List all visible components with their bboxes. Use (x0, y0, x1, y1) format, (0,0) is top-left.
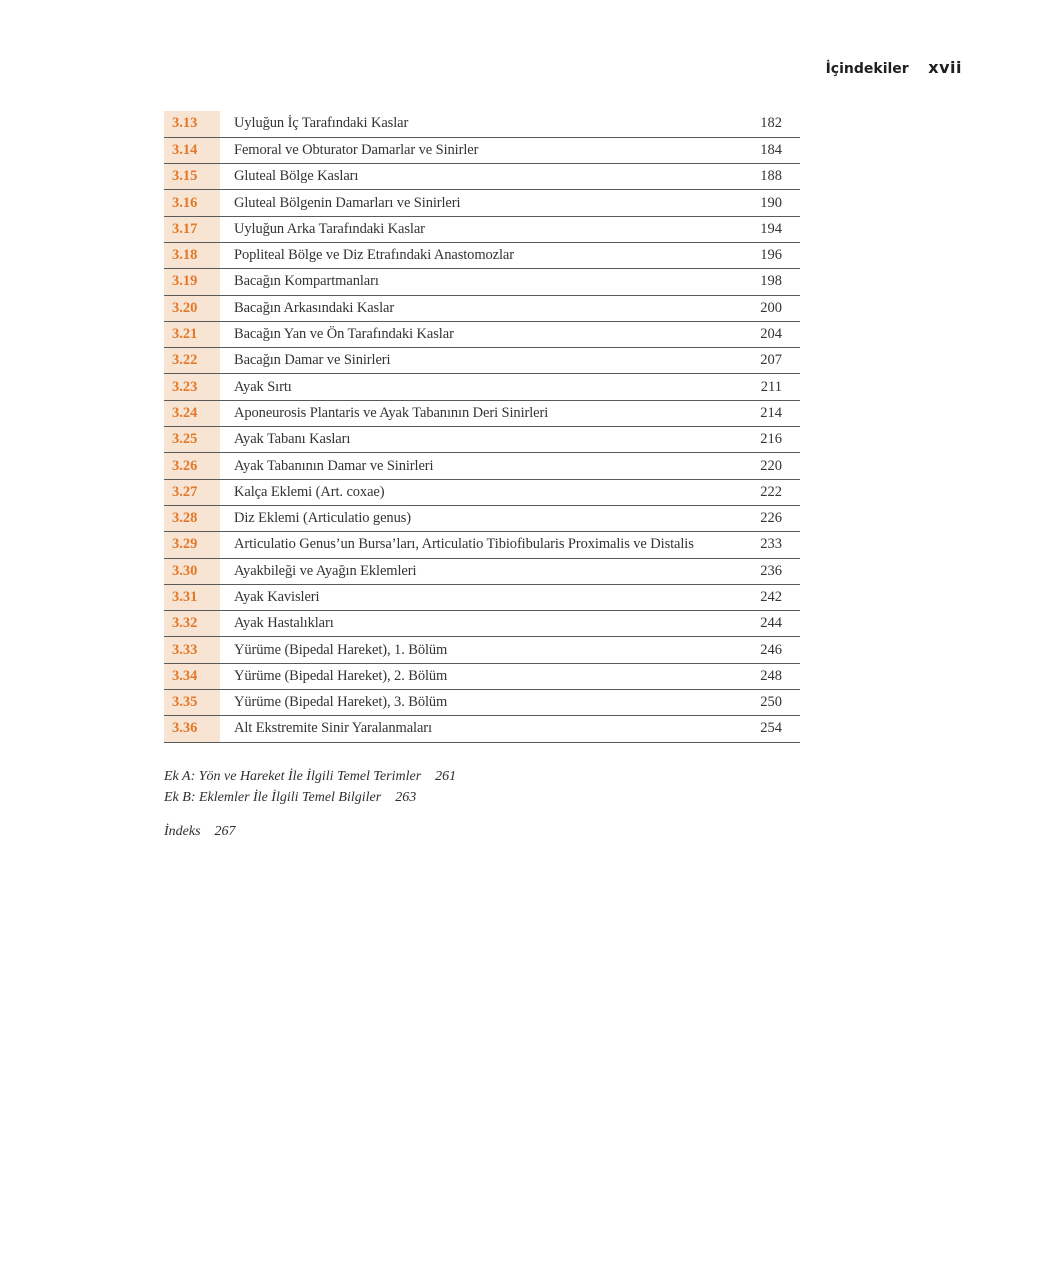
toc-page-number: 222 (730, 479, 800, 505)
toc-section-number: 3.25 (164, 427, 220, 453)
running-head-section-title: İçindekiler (825, 61, 909, 77)
toc-section-title: Ayak Kavisleri (220, 584, 730, 610)
toc-row[interactable] (164, 584, 800, 610)
toc-section-title: Yürüme (Bipedal Hareket), 1. Bölüm (220, 637, 730, 663)
toc-row[interactable] (164, 479, 800, 505)
toc-row[interactable] (164, 427, 800, 453)
toc-section-title: Ayak Tabanının Damar ve Sinirleri (220, 453, 730, 479)
toc-section-number: 3.32 (164, 611, 220, 637)
toc-section-number: 3.14 (164, 137, 220, 163)
toc-row[interactable] (164, 558, 800, 584)
toc-section-number: 3.24 (164, 400, 220, 426)
toc-body (164, 111, 800, 742)
toc-section-title: Ayakbileği ve Ayağın Eklemleri (220, 558, 730, 584)
table-of-contents (164, 111, 800, 743)
toc-section-number: 3.29 (164, 532, 220, 558)
toc-page-number: 214 (730, 400, 800, 426)
appendix-page: 263 (395, 790, 417, 805)
toc-section-number: 3.35 (164, 690, 220, 716)
toc-section-number: 3.17 (164, 216, 220, 242)
toc-section-number: 3.20 (164, 295, 220, 321)
appendix-page: 261 (435, 769, 457, 784)
toc-section-number: 3.36 (164, 716, 220, 742)
toc-page-number: 248 (730, 663, 800, 689)
toc-section-title: Alt Ekstremite Sinir Yaralanmaları (220, 716, 730, 742)
toc-page-number: 194 (730, 216, 800, 242)
toc-page-number: 220 (730, 453, 800, 479)
toc-section-number: 3.30 (164, 558, 220, 584)
toc-section-number: 3.31 (164, 584, 220, 610)
toc-page-number: 236 (730, 558, 800, 584)
toc-row[interactable] (164, 242, 800, 268)
toc-section-number: 3.27 (164, 479, 220, 505)
appendix-list (164, 766, 456, 808)
toc-page-number: 250 (730, 690, 800, 716)
toc-section-title: Uyluğun Arka Tarafındaki Kaslar (220, 216, 730, 242)
toc-row[interactable] (164, 532, 800, 558)
toc-page-number: 216 (730, 427, 800, 453)
toc-section-title: Ayak Hastalıkları (220, 611, 730, 637)
toc-section-number: 3.33 (164, 637, 220, 663)
toc-row[interactable] (164, 137, 800, 163)
toc-section-number: 3.15 (164, 164, 220, 190)
toc-section-title: Bacağın Yan ve Ön Tarafındaki Kaslar (220, 321, 730, 347)
toc-row[interactable] (164, 611, 800, 637)
toc-section-number: 3.21 (164, 321, 220, 347)
toc-page-number: 246 (730, 637, 800, 663)
toc-page-number: 184 (730, 137, 800, 163)
appendix-title: Ek A: Yön ve Hareket İle İlgili Temel Terimler (164, 769, 422, 784)
toc-page-number: 207 (730, 348, 800, 374)
toc-page-number: 190 (730, 190, 800, 216)
toc-row[interactable] (164, 663, 800, 689)
toc-section-title: Uyluğun İç Tarafındaki Kaslar (220, 111, 730, 137)
toc-section-title: Popliteal Bölge ve Diz Etrafındaki Anastomozlar (220, 242, 730, 268)
toc-section-title: Gluteal Bölgenin Damarları ve Sinirleri (220, 190, 730, 216)
toc-section-number: 3.13 (164, 111, 220, 137)
toc-row[interactable] (164, 295, 800, 321)
running-head (826, 58, 962, 77)
toc-row[interactable] (164, 348, 800, 374)
toc-page-number: 198 (730, 269, 800, 295)
toc-page-number: 204 (730, 321, 800, 347)
toc-section-number: 3.28 (164, 505, 220, 531)
toc-section-number: 3.23 (164, 374, 220, 400)
toc-section-title: Diz Eklemi (Articulatio genus) (220, 505, 730, 531)
toc-row[interactable] (164, 690, 800, 716)
toc-row[interactable] (164, 716, 800, 742)
toc-section-title: Kalça Eklemi (Art. coxae) (220, 479, 730, 505)
toc-row[interactable] (164, 164, 800, 190)
toc-page-number: 182 (730, 111, 800, 137)
toc-row[interactable] (164, 637, 800, 663)
index-title: İndeks (164, 824, 201, 839)
toc-row[interactable] (164, 269, 800, 295)
toc-section-number: 3.18 (164, 242, 220, 268)
toc-page-number: 233 (730, 532, 800, 558)
toc-row[interactable] (164, 321, 800, 347)
toc-section-title: Bacağın Kompartmanları (220, 269, 730, 295)
toc-row[interactable] (164, 505, 800, 531)
toc-section-title: Ayak Tabanı Kasları (220, 427, 730, 453)
toc-row[interactable] (164, 453, 800, 479)
toc-page-number: 196 (730, 242, 800, 268)
toc-section-title: Yürüme (Bipedal Hareket), 2. Bölüm (220, 663, 730, 689)
index-page: 267 (214, 824, 236, 839)
toc-row[interactable] (164, 374, 800, 400)
toc-section-number: 3.16 (164, 190, 220, 216)
toc-section-title: Articulatio Genus’un Bursa’ları, Articulatio Tibiofibularis Proximalis ve Distalis (220, 532, 730, 558)
toc-section-title: Ayak Sırtı (220, 374, 730, 400)
toc-section-title: Gluteal Bölge Kasları (220, 164, 730, 190)
appendix-entry[interactable] (164, 766, 456, 787)
toc-page-number: 244 (730, 611, 800, 637)
toc-page-number: 242 (730, 584, 800, 610)
toc-section-title: Aponeurosis Plantaris ve Ayak Tabanının Deri Sinirleri (220, 400, 730, 426)
toc-page-number: 254 (730, 716, 800, 742)
toc-section-number: 3.26 (164, 453, 220, 479)
toc-page-number: 226 (730, 505, 800, 531)
index-entry[interactable] (164, 824, 236, 840)
toc-section-number: 3.22 (164, 348, 220, 374)
running-head-page-number: xvii (928, 58, 962, 77)
toc-row[interactable] (164, 111, 800, 137)
toc-section-title: Femoral ve Obturator Damarlar ve Sinirler (220, 137, 730, 163)
toc-section-number: 3.34 (164, 663, 220, 689)
toc-page-number: 200 (730, 295, 800, 321)
toc-row[interactable] (164, 190, 800, 216)
appendix-entry[interactable] (164, 787, 456, 808)
toc-row[interactable] (164, 216, 800, 242)
toc-page-number: 188 (730, 164, 800, 190)
toc-row[interactable] (164, 400, 800, 426)
toc-section-title: Bacağın Arkasındaki Kaslar (220, 295, 730, 321)
toc-section-title: Bacağın Damar ve Sinirleri (220, 348, 730, 374)
toc-section-number: 3.19 (164, 269, 220, 295)
appendix-title: Ek B: Eklemler İle İlgili Temel Bilgiler (164, 790, 382, 805)
toc-section-title: Yürüme (Bipedal Hareket), 3. Bölüm (220, 690, 730, 716)
toc-page-number: 211 (730, 374, 800, 400)
